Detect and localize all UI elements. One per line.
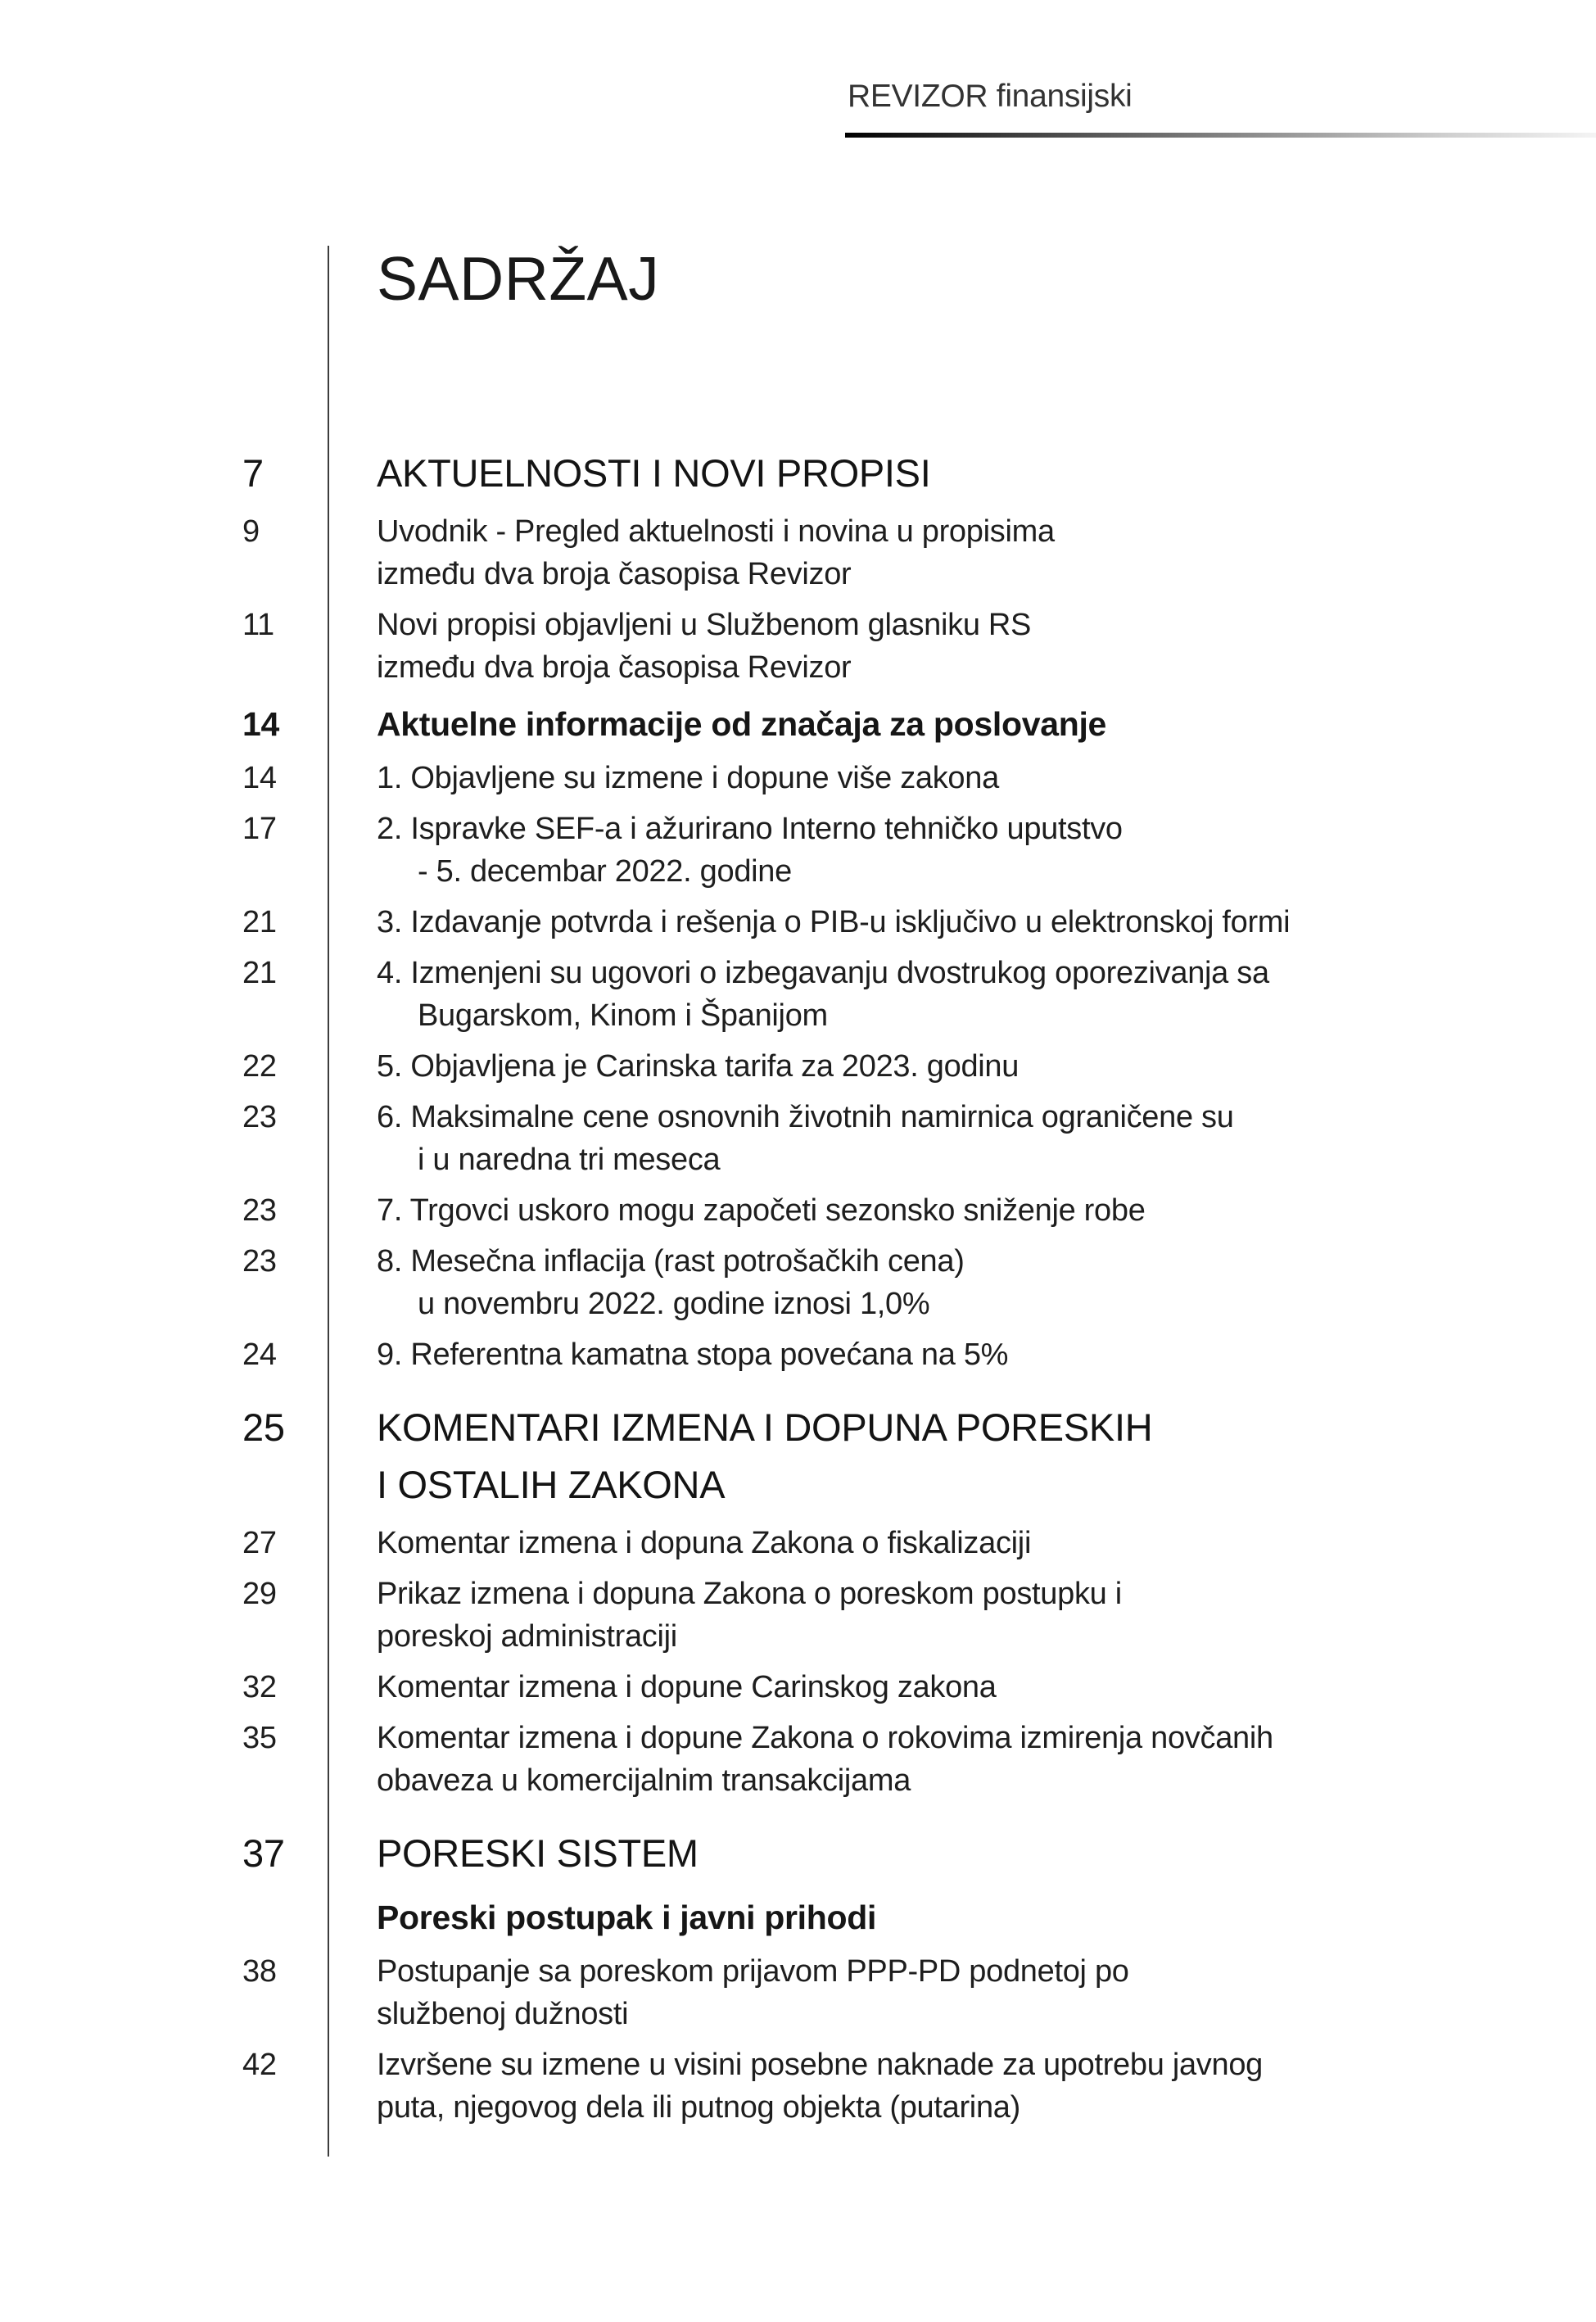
toc-entry-text [328,1045,1596,1088]
toc-entry-line: 2. Ispravke SEF-a i ažurirano Interno tehničko uputstvo [377,812,1123,846]
toc-entry-text [328,1893,1596,1942]
toc-entry-row [0,1573,1596,1658]
toc-entry-row [0,757,1596,799]
toc-entry-row [0,604,1596,689]
toc-entry-row [0,1240,1596,1325]
toc-entry-text [328,1399,1596,1514]
toc-entry-row [0,808,1596,893]
toc-page-number: 42 [242,2048,277,2082]
toc-entry-row [0,510,1596,595]
toc-page-number: 11 [242,608,274,642]
toc-entry-row [0,1522,1596,1564]
toc-page-number: 14 [242,761,277,795]
toc-entry-line: 1. Objavljene su izmene i dopune više zakona [377,761,999,795]
toc-entry-line: Aktuelne informacije od značaja za poslovanje [377,705,1107,743]
toc-entry-line: Komentar izmena i dopuna Zakona o fiskalizaciji [377,1526,1032,1560]
toc-entry-text [328,1096,1596,1181]
table-of-contents [0,246,1596,2129]
toc-subsection-row [0,699,1596,749]
toc-entry-line: puta, njegovog dela ili putnog objekta (putarina) [377,2090,1020,2125]
toc-entry-text [328,1522,1596,1564]
toc-entry-text [328,1333,1596,1376]
toc-entry-line: Uvodnik - Pregled aktuelnosti i novina u propisima [377,514,1055,549]
toc-page-number: 24 [242,1338,277,1372]
toc-entry-line: - 5. decembar 2022. godine [418,854,792,889]
toc-page-number: 23 [242,1193,277,1228]
toc-entry-line: 3. Izdavanje potvrda i rešenja o PIB-u isključivo u elektronskoj formi [377,905,1291,939]
toc-entry-row [0,1189,1596,1232]
toc-entry-text [328,2044,1596,2129]
toc-entry-row [0,952,1596,1037]
toc-entry-row [0,1717,1596,1802]
toc-entry-line: Komentar izmena i dopune Carinskog zakona [377,1670,997,1704]
toc-page-number: 29 [242,1577,277,1611]
toc-page-number: 7 [242,451,264,495]
toc-page-number: 21 [242,905,277,939]
toc-page-number: 23 [242,1100,277,1134]
toc-entry-line: Novi propisi objavljeni u Službenom glasniku RS [377,608,1032,642]
toc-section-row [0,445,1596,502]
toc-page-number: 14 [242,705,280,743]
toc-entry-line: I OSTALIH ZAKONA [377,1463,726,1506]
toc-entry-line: Bugarskom, Kinom i Španijom [418,998,828,1033]
toc-entry-text [328,510,1596,595]
toc-entry-line: između dva broja časopisa Revizor [377,557,852,591]
toc-entry-text [328,1240,1596,1325]
toc-entry-text [328,901,1596,944]
toc-entry-text [328,1573,1596,1658]
toc-entry-row [0,1096,1596,1181]
toc-section-row [0,1825,1596,1882]
toc-entry-line: i u naredna tri meseca [418,1143,721,1177]
toc-entry-line: 7. Trgovci uskoro mogu započeti sezonsko sniženje robe [377,1193,1146,1228]
toc-entry-line: KOMENTARI IZMENA I DOPUNA PORESKIH [377,1405,1153,1449]
toc-entry-line: 6. Maksimalne cene osnovnih životnih namirnica ograničene su [377,1100,1234,1134]
journal-title: REVIZOR finansijski [848,79,1133,114]
toc-entry-line: obaveza u komercijalnim transakcijama [377,1763,911,1798]
toc-entry-row [0,1950,1596,2035]
toc-entry-text [328,1666,1596,1709]
toc-page-number [0,1893,328,1942]
toc-entry-text [328,757,1596,799]
toc-entry-line: AKTUELNOSTI I NOVI PROPISI [377,451,931,495]
toc-entry-line: PORESKI SISTEM [377,1831,699,1875]
toc-page-number: 35 [242,1721,277,1755]
toc-page-number: 32 [242,1670,277,1704]
toc-entry-text [328,1825,1596,1882]
toc-page-number: 25 [242,1405,285,1449]
toc-entry-row [0,901,1596,944]
page-title: SADRŽAJ [377,244,660,313]
toc-entry-text [328,952,1596,1037]
toc-page-number: 27 [242,1526,277,1560]
toc-entry-text [328,699,1596,749]
toc-page-number: 23 [242,1244,277,1279]
toc-entry-line: Komentar izmena i dopune Zakona o rokovima izmirenja novčanih [377,1721,1273,1755]
toc-page-number: 21 [242,956,277,990]
toc-entry-row [0,1666,1596,1709]
toc-entry-line: 9. Referentna kamatna stopa povećana na 5% [377,1338,1009,1372]
header-rule [845,133,1596,138]
toc-page-number: 38 [242,1954,277,1989]
toc-page-number: 22 [242,1049,277,1084]
toc-page-number: 9 [242,514,260,549]
toc-entry-line: službenoj dužnosti [377,1997,629,2031]
toc-entry-line: između dva broja časopisa Revizor [377,650,852,685]
toc-entry-line: 8. Mesečna inflacija (rast potrošačkih cena) [377,1244,965,1279]
toc-entry-line: Prikaz izmena i dopuna Zakona o poreskom postupku i [377,1577,1122,1611]
toc-page-number: 17 [242,812,277,846]
toc-section-row [0,1399,1596,1514]
toc-entry-text [328,1717,1596,1802]
toc-entry-row [0,1333,1596,1376]
toc-entry-text [328,604,1596,689]
toc-entry-line: poreskoj administraciji [377,1619,677,1654]
toc-page-number: 37 [242,1831,285,1875]
toc-entry-text [328,808,1596,893]
toc-subsection-row [0,1893,1596,1942]
toc-entry-line: Poreski postupak i javni prihodi [377,1899,877,1936]
toc-entry-line: Postupanje sa poreskom prijavom PPP-PD podnetoj po [377,1954,1129,1989]
toc-entry-line: u novembru 2022. godine iznosi 1,0% [418,1287,930,1321]
toc-entry-text [328,1189,1596,1232]
toc-entry-text [328,1950,1596,2035]
toc-entry-row [0,2044,1596,2129]
toc-entry-line: Izvršene su izmene u visini posebne naknade za upotrebu javnog [377,2048,1263,2082]
toc-entry-line: 4. Izmenjeni su ugovori o izbegavanju dvostrukog oporezivanja sa [377,956,1269,990]
toc-entry-line: 5. Objavljena je Carinska tarifa za 2023. godinu [377,1049,1020,1084]
toc-entry-text [328,445,1596,502]
toc-entry-row [0,1045,1596,1088]
